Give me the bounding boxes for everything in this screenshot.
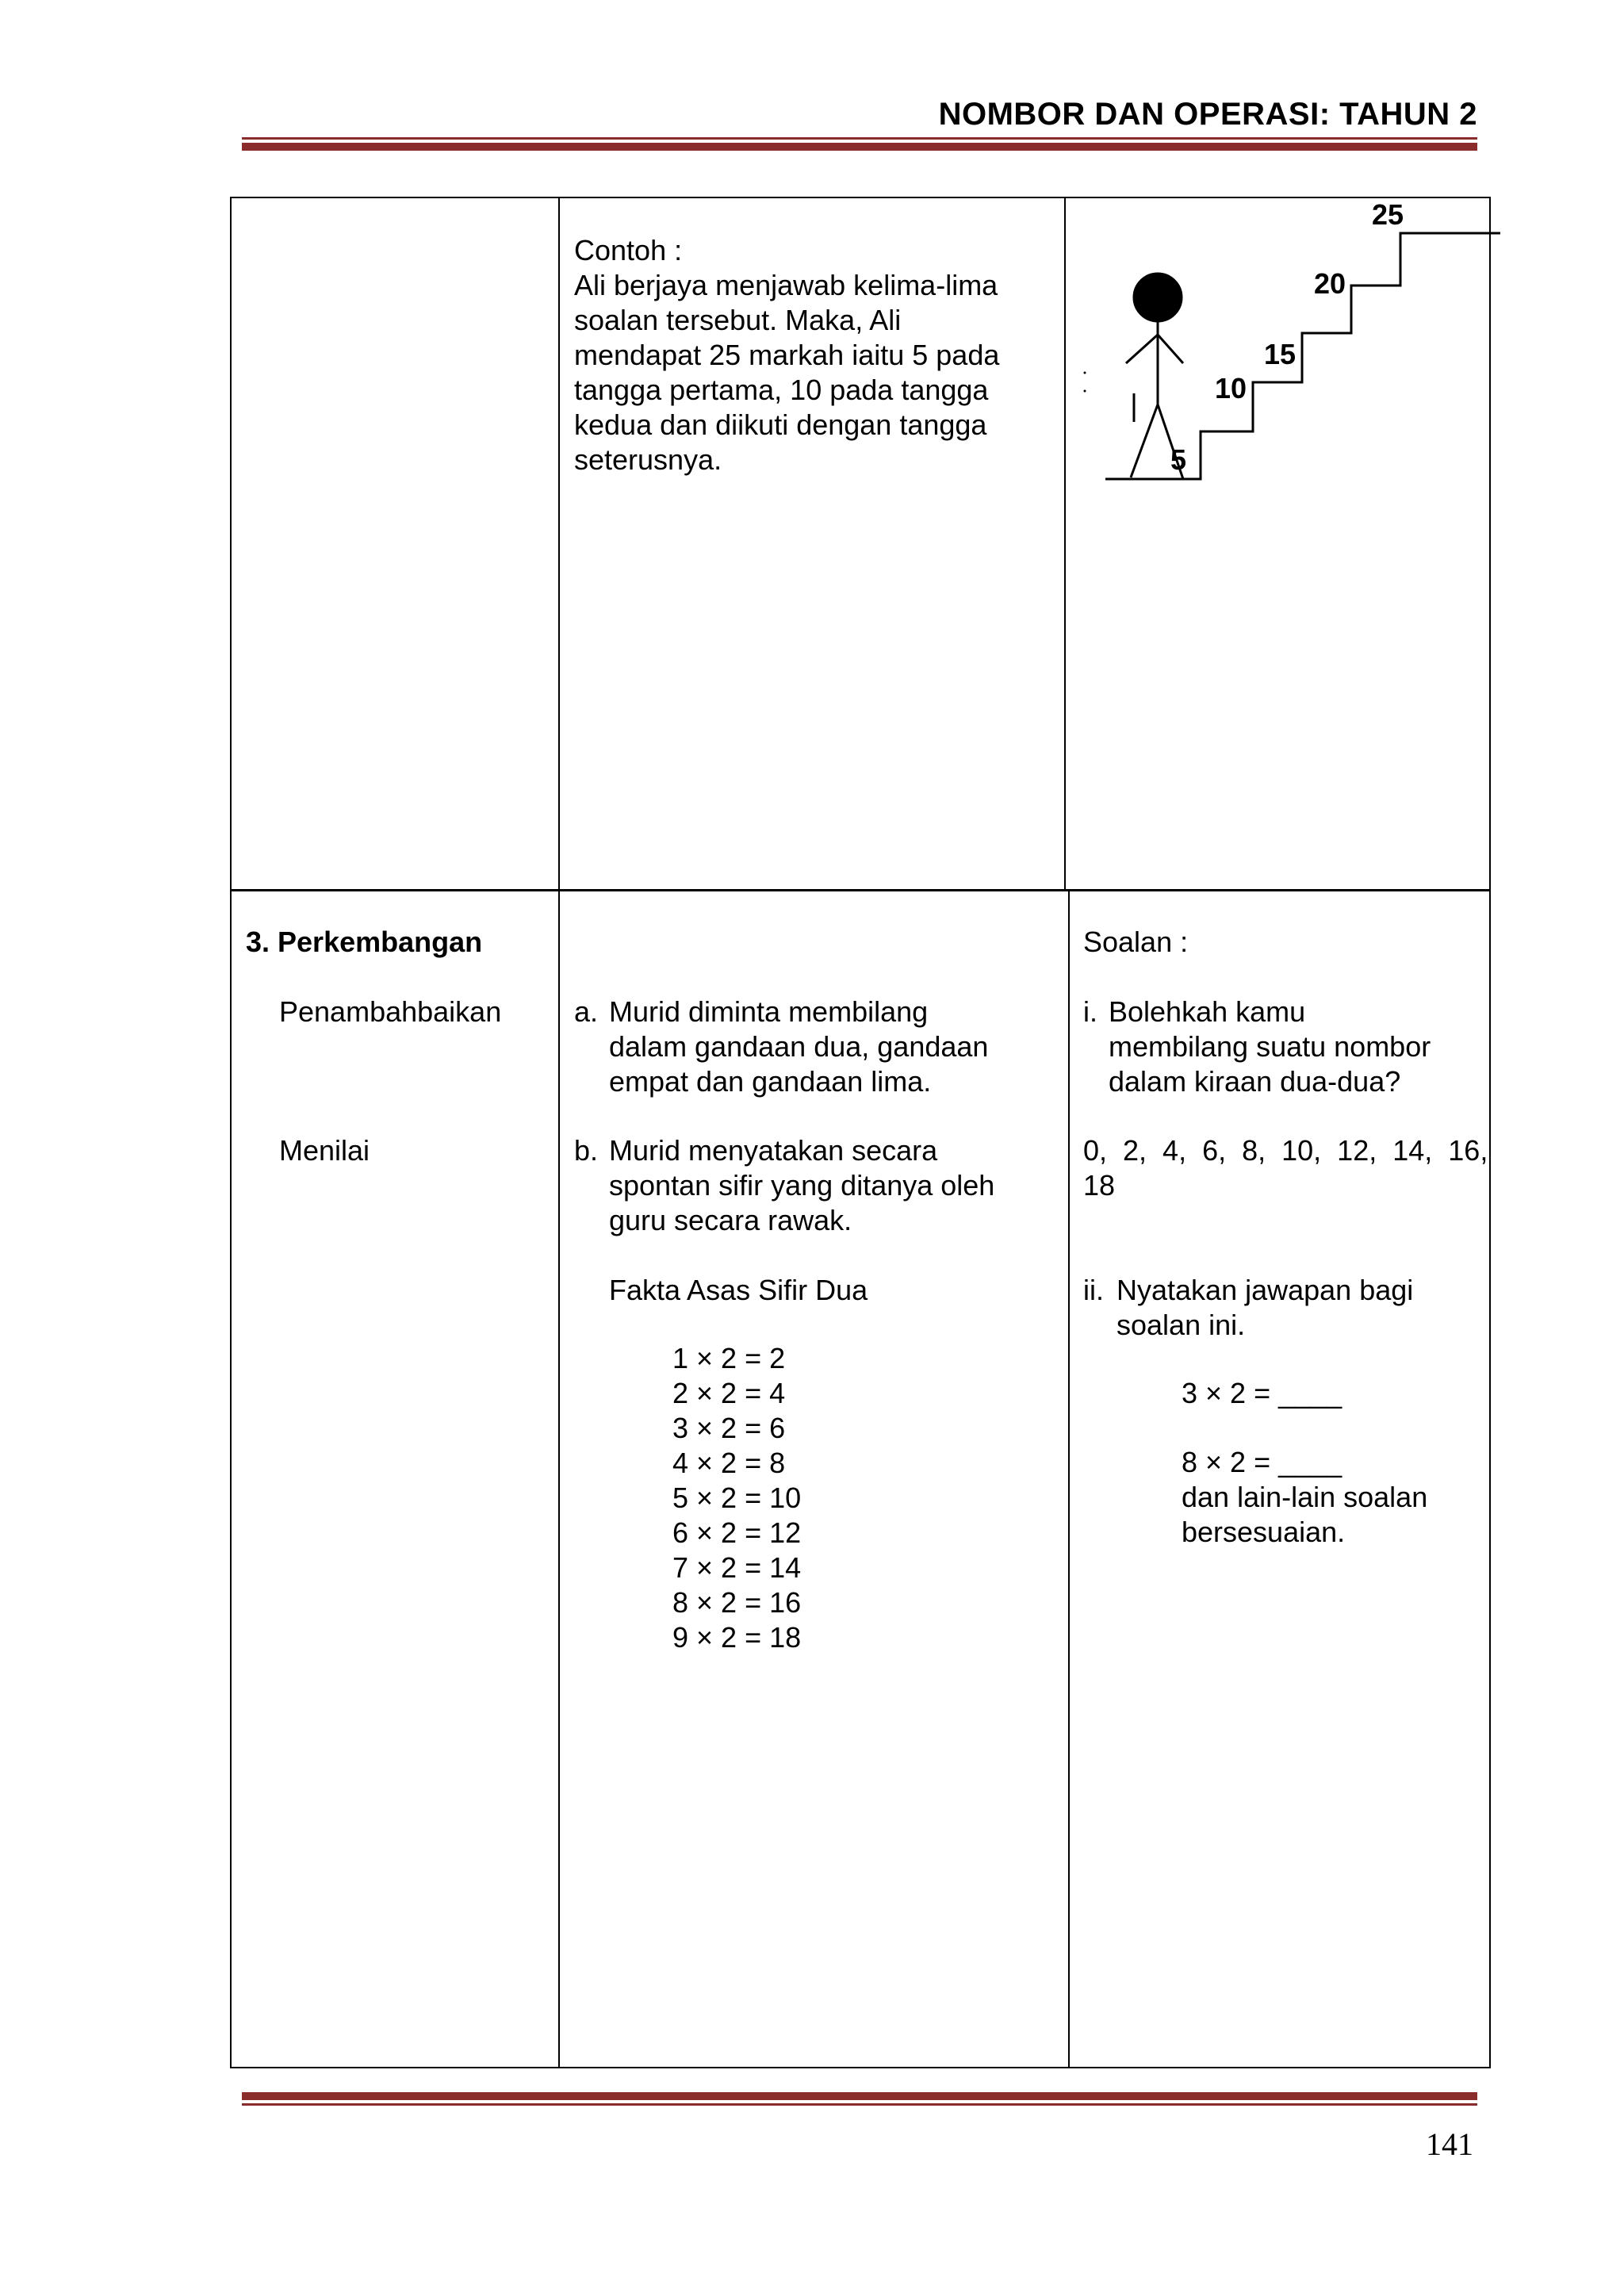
closing-line: dan lain-lain soalan: [1182, 1481, 1428, 1513]
activity-a: [574, 995, 1058, 1099]
fact-row: 6 × 2 = 12: [672, 1516, 802, 1549]
example-heading: Contoh :: [574, 234, 683, 266]
staircase-steps: [1105, 233, 1500, 479]
header-rule: [242, 137, 1477, 151]
example-line: mendapat 25 markah iaitu 5 pada: [574, 339, 1000, 371]
example-text: [574, 233, 1050, 477]
facts-title: Fakta Asas Sifir Dua: [609, 1274, 868, 1306]
question-2-line: soalan ini.: [1116, 1309, 1246, 1341]
step-improvement: Penambahbaikan: [279, 995, 502, 1028]
closing-line: bersesuaian.: [1182, 1516, 1346, 1548]
fact-row: 3 × 2 = 6: [672, 1412, 786, 1444]
equation-1: 3 × 2 = ____: [1182, 1377, 1342, 1409]
staircase-illustration: [1066, 198, 1526, 500]
running-header: NOMBOR DAN OPERASI: TAHUN 2: [938, 97, 1477, 132]
fact-row: 1 × 2 = 2: [672, 1342, 786, 1374]
step-label-25: 25: [1372, 198, 1404, 231]
questions-heading: Soalan :: [1083, 926, 1189, 958]
activity-a-line: Murid diminta membilang: [609, 995, 929, 1028]
activity-a-line: empat dan gandaan lima.: [609, 1065, 932, 1098]
equation-2: [1182, 1445, 1427, 1550]
question-1-line: membilang suatu nombor: [1109, 1030, 1431, 1063]
activity-a-line: dalam gandaan dua, gandaan: [609, 1030, 989, 1063]
question-1: [1083, 995, 1488, 1099]
answer-sequence: [1083, 1133, 1488, 1203]
fact-row: 5 × 2 = 10: [672, 1481, 802, 1514]
list-marker: ii.: [1083, 1274, 1104, 1306]
step-label-5: 5: [1170, 443, 1187, 476]
list-marker: a.: [574, 995, 599, 1028]
activity-b-line: spontan sifir yang ditanya oleh: [609, 1169, 995, 1202]
question-2: [1083, 1273, 1488, 1343]
page-number: 141: [1426, 2126, 1473, 2162]
fact-row: 8 × 2 = 16: [672, 1586, 802, 1619]
example-line: kedua dan diikuti dengan tangga: [574, 408, 987, 441]
equation-2-text: 8 × 2 = ____: [1182, 1446, 1342, 1478]
column-divider-1: [558, 197, 560, 2068]
example-line: Ali berjaya menjawab kelima-lima: [574, 269, 998, 301]
step-label-20: 20: [1314, 267, 1346, 300]
fact-row: 9 × 2 = 18: [672, 1621, 802, 1654]
answer-line: 18: [1083, 1169, 1116, 1202]
example-line: soalan tersebut. Maka, Ali: [574, 304, 902, 336]
example-line: seterusnya.: [574, 443, 722, 476]
column-divider-2-bottom: [1068, 890, 1070, 2068]
fact-row: 2 × 2 = 4: [672, 1377, 786, 1409]
answer-line: 0, 2, 4, 6, 8, 10, 12, 14, 16,: [1083, 1134, 1488, 1167]
fact-row: 4 × 2 = 8: [672, 1447, 786, 1479]
step-label-10: 10: [1215, 372, 1247, 404]
question-1-line: dalam kiraan dua-dua?: [1109, 1065, 1401, 1098]
question-2-line: Nyatakan jawapan bagi: [1116, 1274, 1414, 1306]
fact-row: 7 × 2 = 14: [672, 1551, 802, 1584]
multiplication-facts: [672, 1341, 801, 1655]
row-divider: [230, 889, 1491, 891]
list-marker: b.: [574, 1134, 599, 1167]
list-marker: i.: [1083, 995, 1097, 1028]
footer-rule: [242, 2092, 1477, 2106]
section-title: 3. Perkembangan: [246, 926, 483, 958]
step-assessment: Menilai: [279, 1134, 370, 1167]
question-1-line: Bolehkah kamu: [1109, 995, 1306, 1028]
example-line: tangga pertama, 10 pada tangga: [574, 374, 989, 406]
activity-b-line: Murid menyatakan secara: [609, 1134, 938, 1167]
activity-b: [574, 1133, 1058, 1238]
activity-b-line: guru secara rawak.: [609, 1204, 852, 1236]
step-label-15: 15: [1264, 338, 1297, 370]
